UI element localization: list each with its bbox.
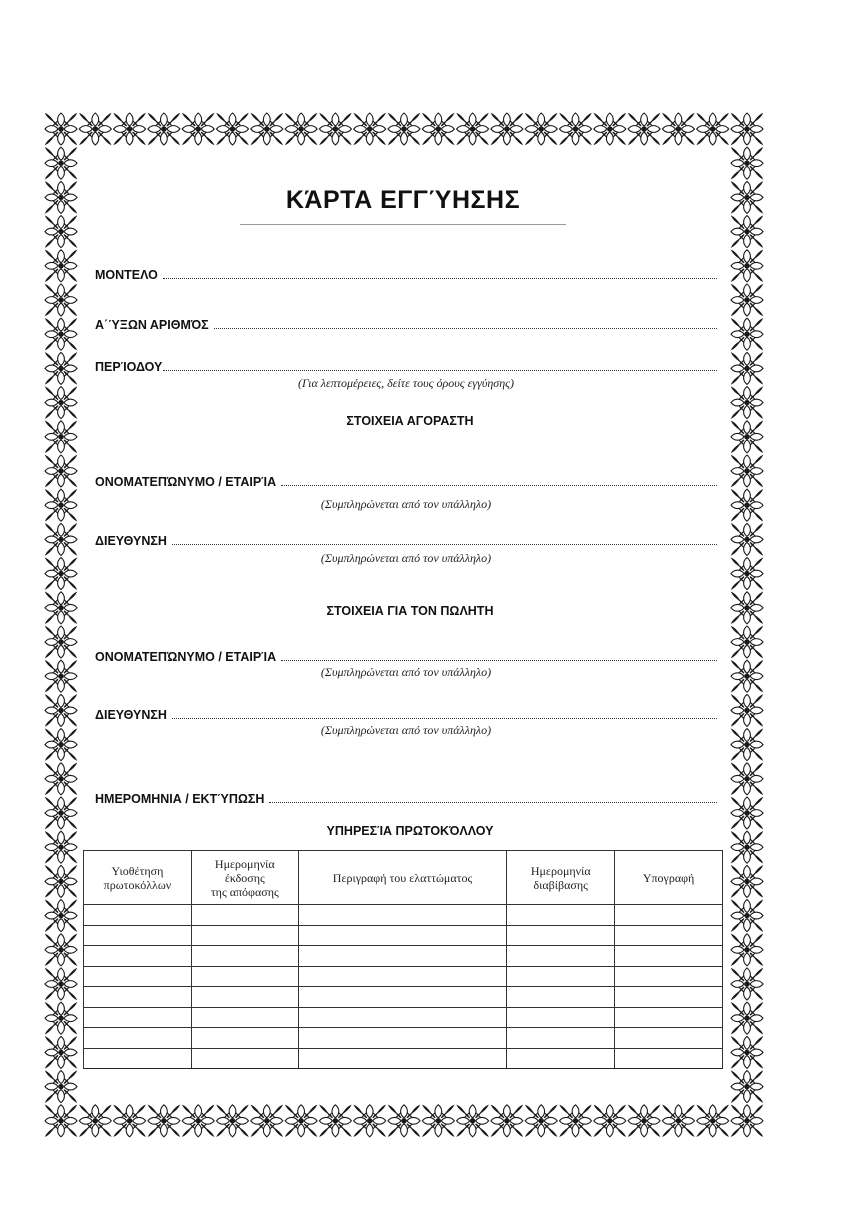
seller-address-label: ΔΙΕΥΘΥΝΣΗ <box>95 708 167 722</box>
table-cell[interactable] <box>507 966 615 987</box>
serial-dotted-line[interactable] <box>214 328 717 329</box>
table-cell[interactable] <box>84 1048 192 1069</box>
column-header-issue-date <box>191 851 298 905</box>
border-ornament <box>731 694 763 726</box>
border-ornament <box>388 113 420 145</box>
border-ornament <box>45 523 77 555</box>
column-header-defect-description <box>298 851 507 905</box>
border-ornament <box>731 797 763 829</box>
border-ornament <box>45 900 77 932</box>
border-ornament <box>731 523 763 555</box>
border-ornament <box>731 1071 763 1103</box>
border-ornament <box>731 181 763 213</box>
column-header-transmission-date <box>507 851 615 905</box>
border-ornament <box>45 113 77 145</box>
table-cell[interactable] <box>507 1048 615 1069</box>
border-ornament <box>731 318 763 350</box>
border-ornament <box>731 250 763 282</box>
border-ornament <box>319 113 351 145</box>
border-ornament <box>285 1105 317 1137</box>
table-cell[interactable] <box>615 1048 723 1069</box>
border-ornament <box>731 763 763 795</box>
border-ornament <box>731 1105 763 1137</box>
border-ornament <box>45 558 77 590</box>
seller-name-field[interactable] <box>95 644 717 664</box>
border-ornament <box>45 763 77 795</box>
border-ornament <box>662 1105 694 1137</box>
date-print-dotted-line[interactable] <box>269 802 717 803</box>
period-hint: (Για λεπτομέρειες, δείτε τους όρους εγγύησης) <box>297 376 515 390</box>
border-ornament <box>45 660 77 692</box>
border-ornament <box>45 181 77 213</box>
border-ornament <box>319 1105 351 1137</box>
table-cell[interactable] <box>191 925 298 946</box>
table-cell[interactable] <box>84 946 192 967</box>
table-row <box>84 1007 723 1028</box>
border-ornament <box>45 1002 77 1034</box>
border-ornament <box>628 113 660 145</box>
table-cell[interactable] <box>298 987 507 1008</box>
buyer-name-hint: (Συμπληρώνεται από τον υπάλληλο) <box>320 497 492 511</box>
border-ornament <box>45 1105 77 1137</box>
table-cell[interactable] <box>191 1028 298 1049</box>
border-ornament <box>217 113 249 145</box>
border-ornament <box>45 455 77 487</box>
table-cell[interactable] <box>615 1028 723 1049</box>
table-cell[interactable] <box>615 966 723 987</box>
border-ornament <box>731 147 763 179</box>
border-ornament <box>354 113 386 145</box>
table-cell[interactable] <box>191 987 298 1008</box>
border-ornament <box>731 934 763 966</box>
border-ornament <box>45 831 77 863</box>
border-ornament <box>731 455 763 487</box>
border-ornament <box>45 968 77 1000</box>
table-cell[interactable] <box>507 987 615 1008</box>
border-ornament <box>560 113 592 145</box>
border-ornament <box>388 1105 420 1137</box>
border-ornament <box>457 113 489 145</box>
border-ornament <box>45 387 77 419</box>
border-ornament <box>182 113 214 145</box>
table-cell[interactable] <box>84 905 192 926</box>
border-ornament <box>560 1105 592 1137</box>
seller-name-hint: (Συμπληρώνεται από τον υπάλληλο) <box>320 665 492 679</box>
seller-address-field[interactable] <box>95 702 717 722</box>
border-ornament <box>491 1105 523 1137</box>
table-cell[interactable] <box>191 966 298 987</box>
period-dotted-line[interactable] <box>163 370 717 371</box>
table-cell[interactable] <box>298 905 507 926</box>
border-ornament <box>182 1105 214 1137</box>
period-label: ΠΕΡΊΟΔΟΥ <box>95 360 163 374</box>
table-cell[interactable] <box>84 966 192 987</box>
table-row <box>84 905 723 926</box>
column-header-line: Περιγραφή του ελαττώματος <box>332 870 473 885</box>
border-ornament <box>251 1105 283 1137</box>
seller-name-dotted-line[interactable] <box>281 660 717 661</box>
buyer-name-field[interactable] <box>95 469 717 489</box>
table-cell[interactable] <box>507 946 615 967</box>
serial-field[interactable] <box>95 312 717 332</box>
border-ornament <box>422 1105 454 1137</box>
column-header-line: της απόφασης <box>210 884 279 899</box>
column-header-line: Υπογραφή <box>642 870 695 885</box>
table-cell[interactable] <box>84 987 192 1008</box>
buyer-address-hint: (Συμπληρώνεται από τον υπάλληλο) <box>320 551 492 565</box>
table-cell[interactable] <box>191 1007 298 1028</box>
table-cell[interactable] <box>615 905 723 926</box>
border-ornament <box>491 113 523 145</box>
border-ornament <box>731 352 763 384</box>
title-underline <box>240 224 566 225</box>
buyer-address-dotted-line[interactable] <box>172 544 717 545</box>
border-ornament <box>697 1105 729 1137</box>
column-header-line: Ημερομηνία <box>214 856 275 871</box>
table-cell[interactable] <box>191 946 298 967</box>
table-cell[interactable] <box>615 987 723 1008</box>
table-cell[interactable] <box>298 1048 507 1069</box>
buyer-section-heading: ΣΤΟΙΧΕΙΑ ΑΓΟΡΑΣΤΗ <box>346 414 474 428</box>
column-header-signature <box>615 851 723 905</box>
model-label: ΜΟΝΤΕΛΟ <box>95 268 158 282</box>
border-ornament <box>731 831 763 863</box>
protocol-table-header <box>84 851 723 905</box>
border-ornament <box>79 1105 111 1137</box>
border-ornament <box>731 1002 763 1034</box>
border-ornament <box>525 113 557 145</box>
protocol-table <box>83 850 723 1069</box>
border-ornament <box>45 1071 77 1103</box>
table-cell[interactable] <box>84 925 192 946</box>
table-cell[interactable] <box>615 1007 723 1028</box>
border-ornament <box>594 1105 626 1137</box>
buyer-name-dotted-line[interactable] <box>281 485 717 486</box>
table-row <box>84 966 723 987</box>
border-ornament <box>45 626 77 658</box>
border-ornament <box>45 865 77 897</box>
border-ornament <box>45 729 77 761</box>
table-cell[interactable] <box>191 905 298 926</box>
table-cell[interactable] <box>84 1007 192 1028</box>
border-ornament <box>45 250 77 282</box>
border-ornament <box>217 1105 249 1137</box>
period-field[interactable] <box>95 354 717 374</box>
border-ornament <box>148 113 180 145</box>
table-cell[interactable] <box>84 1028 192 1049</box>
column-header-line: έκδοσης <box>224 870 265 885</box>
table-cell[interactable] <box>298 966 507 987</box>
border-ornament <box>79 113 111 145</box>
table-row <box>84 987 723 1008</box>
date-print-label: ΗΜΕΡΟΜΗΝΙΑ / ΕΚΤΎΠΩΣΗ <box>95 792 265 806</box>
table-cell[interactable] <box>507 1028 615 1049</box>
column-header-adoption <box>84 851 192 905</box>
column-header-line: Υιοθέτηση <box>111 863 164 878</box>
table-row <box>84 946 723 967</box>
table-cell[interactable] <box>298 925 507 946</box>
border-ornament <box>525 1105 557 1137</box>
border-ornament <box>45 421 77 453</box>
border-ornament <box>45 934 77 966</box>
border-ornament <box>45 592 77 624</box>
border-ornament <box>148 1105 180 1137</box>
border-ornament <box>45 318 77 350</box>
border-ornament <box>731 113 763 145</box>
border-ornament <box>697 113 729 145</box>
border-ornament <box>114 113 146 145</box>
border-ornament <box>731 626 763 658</box>
table-cell[interactable] <box>507 1007 615 1028</box>
seller-name-label: ΟΝΟΜΑΤΕΠΏΝΥΜΟ / ΕΤΑΙΡΊΑ <box>95 650 277 664</box>
border-ornament <box>731 592 763 624</box>
model-dotted-line[interactable] <box>163 278 717 279</box>
table-cell[interactable] <box>507 925 615 946</box>
border-ornament <box>45 489 77 521</box>
border-ornament <box>731 216 763 248</box>
border-ornament <box>285 113 317 145</box>
serial-label: Α΄ΎΞΩΝ ΑΡΙΘΜΌΣ <box>95 318 209 332</box>
buyer-address-label: ΔΙΕΥΘΥΝΣΗ <box>95 534 167 548</box>
model-field[interactable] <box>95 262 717 282</box>
border-ornament <box>45 694 77 726</box>
card-title: ΚΆΡΤΑ ΕΓΓΎΗΣΗΣ <box>285 186 521 214</box>
seller-address-hint: (Συμπληρώνεται από τον υπάλληλο) <box>320 723 492 737</box>
border-ornament <box>45 797 77 829</box>
column-header-line: πρωτοκόλλων <box>103 877 172 892</box>
service-section-heading: ΥΠΗΡΕΣΊΑ ΠΡΩΤΟΚΌΛΛΟΥ <box>326 824 494 838</box>
border-ornament <box>594 113 626 145</box>
seller-address-dotted-line[interactable] <box>172 718 717 719</box>
border-ornament <box>731 558 763 590</box>
table-cell[interactable] <box>298 1007 507 1028</box>
table-cell[interactable] <box>615 946 723 967</box>
table-cell[interactable] <box>191 1048 298 1069</box>
border-ornament <box>45 284 77 316</box>
border-ornament <box>628 1105 660 1137</box>
buyer-address-field[interactable] <box>95 528 717 548</box>
table-cell[interactable] <box>298 1028 507 1049</box>
border-ornament <box>422 113 454 145</box>
border-ornament <box>731 660 763 692</box>
border-ornament <box>114 1105 146 1137</box>
column-header-line: Ημερομηνία <box>530 863 591 878</box>
border-ornament <box>45 147 77 179</box>
table-cell[interactable] <box>298 946 507 967</box>
border-ornament <box>251 113 283 145</box>
border-ornament <box>731 729 763 761</box>
table-row <box>84 925 723 946</box>
border-ornament <box>45 352 77 384</box>
border-ornament <box>731 968 763 1000</box>
table-row <box>84 1048 723 1069</box>
buyer-name-label: ΟΝΟΜΑΤΕΠΏΝΥΜΟ / ΕΤΑΙΡΊΑ <box>95 475 277 489</box>
border-ornament <box>731 421 763 453</box>
border-ornament <box>662 113 694 145</box>
table-row <box>84 1028 723 1049</box>
table-cell[interactable] <box>507 905 615 926</box>
border-ornament <box>457 1105 489 1137</box>
border-ornament <box>731 284 763 316</box>
border-ornament <box>731 1036 763 1068</box>
date-print-field[interactable] <box>95 786 717 806</box>
border-ornament <box>731 865 763 897</box>
border-ornament <box>731 489 763 521</box>
border-ornament <box>731 387 763 419</box>
seller-section-heading: ΣΤΟΙΧΕΙΑ ΓΙΑ ΤΟΝ ΠΩΛΗΤΗ <box>326 604 494 618</box>
border-ornament <box>45 216 77 248</box>
border-ornament <box>354 1105 386 1137</box>
border-ornament <box>45 1036 77 1068</box>
border-ornament <box>731 900 763 932</box>
table-cell[interactable] <box>615 925 723 946</box>
column-header-line: διαβίβασης <box>533 877 588 892</box>
